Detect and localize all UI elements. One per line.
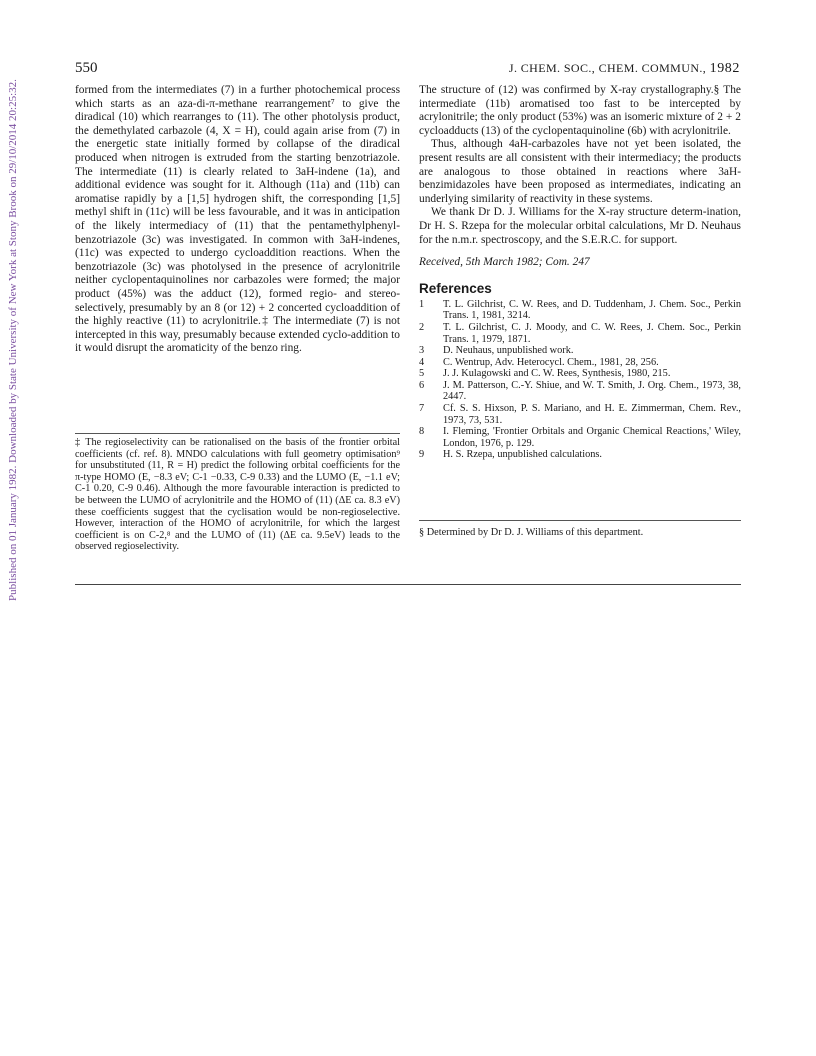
reference-number: 5 (419, 368, 425, 380)
download-watermark-text: Published on 01 January 1982. Downloaded by State University of New York at Stony Brook on 29/10/2014 20:25:32. (7, 79, 19, 601)
reference-item (419, 426, 741, 449)
journal-running-head (509, 61, 740, 77)
left-column (75, 84, 400, 356)
left-footnote (75, 437, 400, 553)
page-bottom-rule (75, 584, 741, 585)
regioselectivity-footnote: ‡ The regioselectivity can be rationalised on the basis of the frontier orbital coefficients (cf. ref. 8). MNDO calculations with full geometry optimisation⁹ for unsubstituted (11, R = H) predict the following orbital coefficients for the π-type HOMO (E, −8.3 eV; C-1 −0.33, C-9 0.33) and the LUMO (E, −1.1 eV; C-1 0.20, C-9 0.46). Although the more favourable interaction is predicted to be between the LUMO of acrylonitrile and the HOMO of (11) (ΔE ca. 8.3 eV) these coefficients suggest that the cyclisation would be non-regioselective. However, interaction of the HOMO of acrylonitrile, for which the largest coefficient is on C-2,⁸ and the LUMO of (11) (ΔE ca. 9.5eV) leads to the observed regioselectivity. (75, 437, 400, 553)
reference-number: 8 (419, 426, 425, 438)
left-paragraph-1: formed from the intermediates (7) in a further photochemical process which starts as an aza-di-π-methane rearrangement⁷ to give the diradical (10) which rearranges to (11). The other photolysis product, the demethylated carbazole (4, X = H), could again arise from (7) in the energetic state initially formed by collapse of the diradical produced when nitrogen is extruded from the starting benzotriazole. The intermediate (11) is clearly related to 3aH-indene (1a), and additional evidence was sought for it. Although (11a) and (11b) can aromatise rapidly by a [1,5] hydrogen shift, the corresponding [1,5] methyl shift in (11c) will be less favourable, and it was in anticipation of the likely intermediacy of (11) that the pentamethylphenyl-benzotriazole (3c) was investigated. In common with 3aH-indenes, (11c) was expected to undergo cycloaddition reactions. When the benzotriazole (3c) was photolysed in the presence of acrylonitrile neither cyclopentaquinolines nor carbazoles were formed; the major product (45%) was the adduct (12), formed regio- and stereo-selectively, presumably by an 8 (or 12) + 2 concerted cycloaddition of the highly reactive (11) to acrylonitrile.‡ The intermediate (7) is not intercepted in this way, presumably because extended cyclo-addition to it would disrupt the aromaticity of the benzo ring. (75, 84, 400, 355)
reference-text: I. Fleming, 'Frontier Orbitals and Organic Chemical Reactions,' Wiley, London, 1976, p. 129. (443, 426, 741, 449)
reference-item (419, 357, 741, 369)
reference-item (419, 380, 741, 403)
page-number: 550 (75, 60, 98, 76)
page-header (75, 60, 740, 78)
reference-item (419, 322, 741, 345)
reference-number: 4 (419, 356, 425, 368)
reference-number: 9 (419, 449, 425, 461)
reference-number: 3 (419, 345, 425, 357)
right-paragraph-2: Thus, although 4aH-carbazoles have not yet been isolated, the present results are all consistent with their intermediacy; the products are analogous to those obtained in reactions where 3aH-benzimidazoles have been proposed as intermediates, indicating an underlying similarity of reactivity in these systems. (419, 138, 741, 205)
acknowledgements: We thank Dr D. J. Williams for the X-ray structure determ-ination, Dr H. S. Rzepa for the molecular orbital calculations, Mr D. Neuhaus for the n.m.r. spectroscopy, and the S.E.R.C. for support. (419, 206, 741, 246)
references-heading: References (419, 280, 492, 296)
reference-item (419, 345, 741, 357)
left-footnote-rule (75, 433, 400, 434)
journal-year: 1982 (709, 61, 740, 76)
reference-text: T. L. Gilchrist, C. J. Moody, and C. W. Rees, J. Chem. Soc., Perkin Trans. 1, 1979, 1871. (443, 321, 741, 345)
references-list (419, 299, 741, 461)
reference-item (419, 449, 741, 461)
received-date: Received, 5th March 1982; Com. 247 (419, 256, 590, 269)
reference-item (419, 368, 741, 380)
right-footnote: § Determined by Dr D. J. Williams of this department. (419, 527, 644, 538)
journal-name: J. CHEM. SOC., CHEM. COMMUN., (508, 61, 707, 75)
reference-item (419, 403, 741, 426)
reference-text: J. M. Patterson, C.-Y. Shiue, and W. T. Smith, J. Org. Chem., 1973, 38, 2447. (443, 379, 741, 403)
reference-text: T. L. Gilchrist, C. W. Rees, and D. Tuddenham, J. Chem. Soc., Perkin Trans. 1, 1981, 3214. (443, 298, 741, 322)
reference-item (419, 299, 741, 322)
reference-text: Cf. S. S. Hixson, P. S. Mariano, and H. E. Zimmerman, Chem. Rev., 1973, 73, 531. (443, 403, 741, 426)
reference-number: 2 (419, 321, 425, 333)
right-column (419, 84, 741, 461)
reference-number: 1 (419, 298, 425, 310)
right-paragraph-1: The structure of (12) was confirmed by X-ray crystallography.§ The intermediate (11b) aromatised too fast to be intercepted by acrylonitrile; the only product (53%) was an isomeric mixture of 2 + 2 cycloadducts (13) of the cyclopentaquinoline (6b) with acrylonitrile. (419, 84, 741, 137)
right-footnote-rule (419, 520, 741, 521)
reference-text: C. Wentrup, Adv. Heterocycl. Chem., 1981, 28, 256. (443, 356, 659, 368)
reference-text: J. J. Kulagowski and C. W. Rees, Synthesis, 1980, 215. (443, 368, 671, 380)
reference-number: 7 (419, 403, 425, 415)
reference-text: D. Neuhaus, unpublished work. (443, 345, 574, 357)
reference-number: 6 (419, 379, 425, 391)
download-watermark (0, 0, 26, 1056)
reference-text: H. S. Rzepa, unpublished calculations. (443, 449, 602, 461)
